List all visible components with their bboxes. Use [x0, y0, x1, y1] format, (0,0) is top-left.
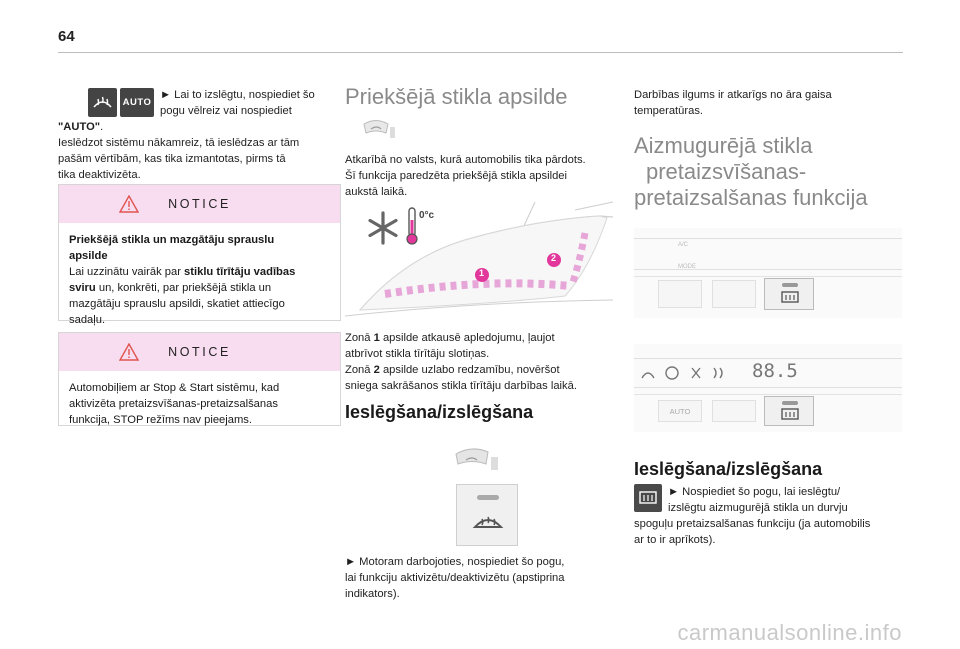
notice-box-2 [58, 332, 341, 426]
zone2-prefix: Zonā [345, 364, 374, 376]
button-indicator-led [477, 495, 499, 500]
notice-title-2: NOTICE [168, 345, 231, 359]
notice-box-1 [58, 184, 341, 326]
panel2-temperature-display: 88.5 [752, 360, 798, 382]
col2-instruction-line-3: indikators). [345, 588, 400, 600]
watermark: carmanualsonline.info [677, 620, 902, 645]
notice1-line-1 [69, 264, 330, 280]
notice2-line-1: Automobiļiem ar Stop & Start sistēmu, kad [69, 382, 280, 394]
climate-panel-1 [634, 228, 902, 318]
zone1-line-2: atbrīvot stikla tīrītāju slotiņas. [345, 348, 490, 360]
notice-header-2 [59, 333, 340, 371]
warning-icon [119, 195, 139, 213]
panel1-top-bar [634, 238, 902, 270]
intro-auto-line [58, 119, 348, 135]
para-line-1: Ieslēdzot sistēmu nākamreiz, tā ieslēdzas ar tām [58, 137, 300, 149]
col2-instruction [345, 554, 620, 602]
col3-instruction-rest [634, 516, 904, 548]
zone2-line-2: sniega sakrāšanos stikla tīrītāju darbības laikā. [345, 380, 577, 392]
panel1-ac-label: A/C [678, 242, 689, 248]
col2-para1-line-3: aukstā laikā. [345, 186, 408, 198]
auto-button-label: AUTO [122, 97, 152, 108]
intro-line-2: pogu vēlreiz vai nospiediet [160, 105, 292, 117]
col2-instruction-line-2: lai funkciju aktivizētu/deaktivizētu (apstiprina [345, 572, 565, 584]
notice2-line-2: aktivizēta pretaizsvīšanas-pretaizsalšanas [69, 398, 278, 410]
windshield-heating-icon [362, 115, 396, 144]
page-number: 64 [58, 28, 75, 45]
zone1-text-1: apsilde atkausē apledojumu, ļaujot [379, 332, 555, 344]
auto-button-text: AUTO [669, 406, 691, 416]
rear-title-line-1: Aizmugurējā stikla [634, 133, 813, 158]
intro-line-1: ► Lai to izslēgtu, nospiediet šo [160, 89, 315, 101]
col2-onoff-title: Ieslēgšana/izslēgšana [345, 402, 534, 422]
panel1-led [782, 283, 798, 287]
snowflake-icon [365, 210, 401, 246]
zone-2-label: 2 [551, 253, 557, 263]
intro-auto: "AUTO" [58, 121, 101, 133]
front-windshield-defrost-icon [472, 509, 504, 533]
notice1-line2-bold: sviru [69, 282, 96, 294]
notice1-line1-bold: stiklu tīrītāju vadības [184, 266, 296, 278]
para-line-2: pašām vērtībām, kas tika izmantotas, pirms tā [58, 153, 286, 165]
col3-intro-line-2: temperatūras. [634, 105, 704, 117]
notice1-heading-1: Priekšējā stikla un mazgātāju sprauslu [69, 234, 275, 246]
zone-1-label: 1 [479, 268, 485, 278]
panel2-status-icons [638, 362, 758, 384]
rear-window-defrost-icon [780, 407, 800, 423]
col3-instruction-line-1: ► Nospiediet šo pogu, lai ieslēgtu/ [668, 486, 841, 498]
col3-instruction-line-4: ar to ir aprīkots). [634, 534, 716, 546]
zone1-line-1 [345, 330, 620, 346]
thermometer-icon [405, 206, 419, 246]
notice1-heading-2: apsilde [69, 250, 108, 262]
notice1-line2-text: un, konkrēti, par priekšējā stikla un [95, 282, 272, 294]
col3-instruction-line-3: spoguļu pretaizsalšanas funkciju (ja automobilis [634, 518, 871, 530]
para-line-3: tika deaktivizēta. [58, 169, 141, 181]
defrost-front-button-icon [88, 88, 117, 117]
seat-heat-right-button[interactable] [712, 280, 756, 308]
col2-para1 [345, 152, 620, 200]
rear-defrost-button-panel1[interactable] [764, 278, 814, 310]
col1-intro [160, 87, 340, 119]
col2-zones [345, 330, 620, 394]
notice-title-1: NOTICE [168, 197, 231, 211]
auto-button[interactable] [658, 400, 702, 422]
temperature-label: 0°c [419, 210, 435, 221]
front-windshield-title: Priekšējā stikla apsilde [345, 84, 568, 109]
notice1-line1-text: Lai uzzinātu vairāk par [69, 266, 185, 278]
col3-instruction-top [668, 484, 903, 516]
col3-intro-line-1: Darbības ilgums ir atkarīgs no āra gaisa [634, 89, 832, 101]
col1-para [58, 119, 348, 183]
zone2-line-1 [345, 362, 620, 378]
notice-header-1 [59, 185, 340, 223]
col3-onoff-title: Ieslēgšana/izslēgšana [634, 459, 823, 479]
zone1-number: 1 [373, 332, 380, 344]
col3-intro [634, 87, 904, 119]
windshield-small-icon [454, 444, 500, 475]
auto-button-icon [120, 88, 154, 117]
rear-window-title [634, 133, 904, 211]
col2-para1-line-2: Šī funkcija paredzēta priekšējā stikla apsildei [345, 170, 568, 182]
col3-instruction-line-2: izslēgtu aizmugurējā stikla un durvju [668, 502, 848, 514]
notice-body-2 [59, 371, 340, 438]
rear-window-defrost-icon [780, 290, 800, 306]
col2-instruction-line-1: ► Motoram darbojoties, nospiediet šo pogu, [345, 556, 565, 568]
notice2-line-3: funkcija, STOP režīms nav pieejams. [69, 414, 253, 426]
zone2-number: 2 [373, 364, 380, 376]
front-defrost-button[interactable] [456, 484, 518, 546]
zone2-text-1: apsilde uzlabo redzamību, novēršot [379, 364, 560, 376]
notice1-line-2 [69, 280, 330, 296]
notice1-line-4: sadaļu. [69, 314, 106, 326]
panel2-led [782, 401, 798, 405]
notice-body-1 [59, 223, 340, 338]
col2-para1-line-1: Atkarībā no valsts, kurā automobilis tika pārdots. [345, 154, 586, 166]
climate-panel-2 [634, 344, 902, 432]
panel2-blank-button[interactable] [712, 400, 756, 422]
notice1-line-3: mazgātāju sprauslu apsildi, skatiet attiecīgo [69, 298, 285, 310]
rear-defrost-button-panel2[interactable] [764, 396, 814, 426]
header-divider [58, 52, 903, 53]
zone1-prefix: Zonā [345, 332, 374, 344]
windshield-heating-figure [345, 198, 613, 318]
rear-title-line-3: pretaizsalšanas funkcija [634, 185, 868, 210]
warning-icon [119, 343, 139, 361]
rear-title-line-2: pretaizsvīšanas- [646, 159, 807, 184]
rear-defrost-inline-icon [634, 484, 662, 512]
panel1-mode-label: MODE [678, 264, 696, 270]
seat-heat-left-button[interactable] [658, 280, 702, 308]
intro-auto-suffix: . [100, 121, 104, 133]
